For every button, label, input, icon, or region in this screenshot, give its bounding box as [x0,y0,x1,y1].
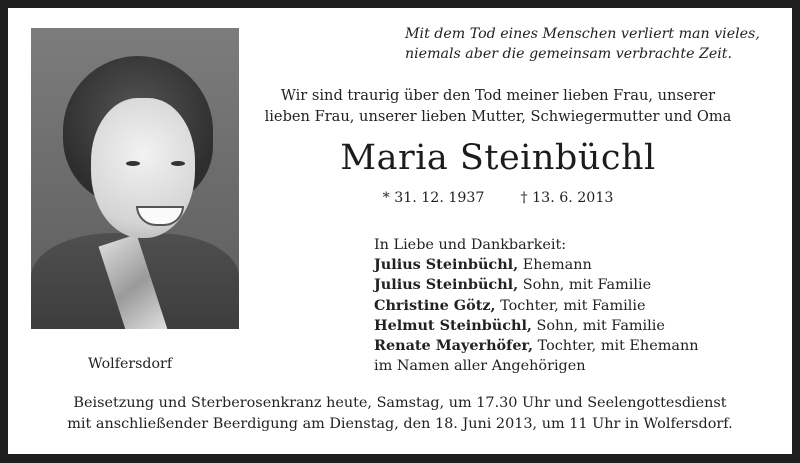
birth-date: * 31. 12. 1937 [382,190,485,206]
mourner-relation: Sohn, mit Familie [531,317,665,334]
mourner-relation: Tochter, mit Familie [495,297,646,314]
motto-line-1: Mit dem Tod eines Menschen verliert man vieles, [405,26,760,42]
mourners-heading: In Liebe und Dankbarkeit: [374,237,567,253]
mourner-name: Renate Mayerhöfer, [374,337,534,355]
intro-line-2: lieben Frau, unserer lieben Mutter, Schwiegermutter und Oma [264,107,732,125]
mourner-relation: Ehemann [518,257,592,274]
mourner-relation: Sohn, mit Familie [518,277,652,294]
mourner-name: Julius Steinbüchl, [374,256,519,274]
intro-text [248,86,748,127]
service-line-1: Beisetzung und Sterberosenkranz heute, Samstag, um 17.30 Uhr und Seelengottesdienst [73,395,727,411]
photo-eye-left [126,161,140,166]
service-info [28,393,772,434]
mourners-list [374,235,774,376]
place-name: Wolfersdorf [88,356,173,372]
mourner-name: Helmut Steinbüchl, [374,316,532,334]
intro-line-1: Wir sind traurig über den Tod meiner lieben Frau, unserer [280,87,716,104]
motto-quote [405,24,785,64]
mourner-name: Christine Götz, [374,296,496,314]
mourner-relation: Tochter, mit Ehemann [533,338,699,355]
portrait-photo [31,28,239,329]
mourner-row [374,255,774,275]
mourner-row [374,316,774,336]
mourner-name: Julius Steinbüchl, [374,276,519,294]
mourner-row [374,336,774,356]
photo-eye-right [171,161,185,166]
motto-line-2: niemals aber die gemeinsam verbrachte Zeit. [405,46,732,62]
deceased-name: Maria Steinbüchl [340,138,656,178]
obituary-card [8,8,792,454]
death-date: † 13. 6. 2013 [520,190,614,206]
mourners-closing: im Namen aller Angehörigen [374,358,586,375]
mourner-row [374,296,774,316]
service-line-2: mit anschließender Beerdigung am Dienstag, den 18. Juni 2013, um 11 Uhr in Wolfersdorf. [67,415,733,432]
mourner-row [374,275,774,295]
life-dates [248,188,748,208]
